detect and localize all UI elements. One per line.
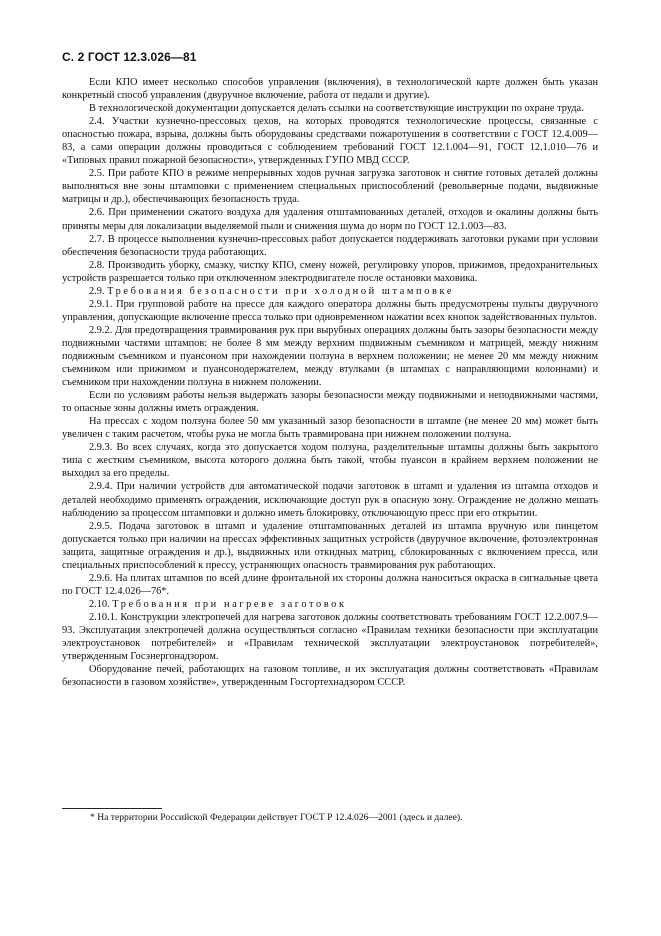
footnote: * На территории Российской Федерации действует ГОСТ Р 12.4.026—2001 (здесь и далее). [90, 812, 463, 823]
paragraph-2-7: 2.7. В процессе выполнения кузнечно-прессовых работ допускается поддерживать заготовки руками при условии обеспечения безопасности труда работающих. [62, 233, 598, 258]
paragraph: Если КПО имеет несколько способов управления (включения), в технологической карте должен быть указан конкретный способ управления (двуручное включение, работа от педали и другие). [62, 77, 598, 102]
paragraph-2-9-4: 2.9.4. При наличии устройств для автоматической подачи заготовок в штамп и удаления из штампа отходов и деталей необходимо применять ограждения, исключающие доступ рук в опасную зону. Ограждение не должно мешать наблюдению за процессом штамповки и должно иметь блокировку, отключающую пресс при его открытии. [62, 481, 598, 519]
paragraph-2-8: 2.8. Производить уборку, смазку, чистку КПО, смену ножей, регулировку упоров, прижимов, предохранительных устройств разрешается только при отключенном электродвигателе после остановки маховика. [62, 259, 598, 284]
section-heading-2-9 [62, 285, 598, 298]
paragraph: В технологической документации допускается делать ссылки на соответствующие инструкции по охране труда. [89, 103, 584, 115]
paragraph-2-4: 2.4. Участки кузнечно-прессовых цехов, на которых проводятся технологические процессы, связанные с опасностью пожара, взрыва, должны быть оборудованы средствами пожаротушения в соответствии с ГОСТ 12.4.009—83, а сами операции должны проводиться с соблюдением требований ГОСТ 12.1.004—91, ГОСТ 12.1.010—76 и «Типовых правил пожарной безопасности», утвержденных ГУПО МВД СССР. [62, 116, 598, 167]
paragraph-2-6: 2.6. При применении сжатого воздуха для удаления отштампованных деталей, отходов и окалины должны быть приняты меры для локализации выделяемой пыли и снижения шума до норм по ГОСТ 12.1.003—83. [62, 207, 598, 232]
footnote-divider [62, 808, 162, 809]
paragraph-2-10-1: 2.10.1. Конструкции электропечей для нагрева заготовок должны соответствовать требованиям ГОСТ 12.2.007.9—93. Эксплуатация электропечей должна осуществляться согласно «Правилам техники безопасности при эксплуатации электроустановок потребителей» и «Правилам технической эксплуатации электроустановок потребителей», утвержденным Госэнергонадзором. [62, 611, 598, 663]
page-header: С. 2 ГОСТ 12.3.026—81 [62, 50, 197, 64]
paragraph: На прессах с ходом ползуна более 50 мм указанный зазор безопасности в штампе (не менее 20 мм) может быть увеличен с таким расчетом, чтобы рука не могла быть травмирована при нижнем положении ползуна. [62, 416, 598, 441]
paragraph-2-9-6: 2.9.6. На плитах штампов по всей длине фронтальной их стороны должна наноситься окраска в сигнальные цвета по ГОСТ 12.4.026—76*. [62, 572, 598, 597]
document-body [62, 76, 598, 689]
paragraph-2-9-2: 2.9.2. Для предотвращения травмирования рук при вырубных операциях должны быть зазоры безопасности между подвижными частями штампов: не более 8 мм между верхним подвижным съемником и матрицей, между нижним подвижным съемником и пуансоном при нахождении ползуна в верхнем положении; не менее 20 мм между нижним съемником или прижимом и пуансонодержателем, между втулками (в штампах с направляющими колоннами) и съемником при нахождении ползуна в нижнем положении. [62, 324, 598, 389]
section-number: 2.9. [89, 285, 105, 297]
section-heading-2-10 [62, 598, 598, 611]
paragraph-2-9-1: 2.9.1. При групповой работе на прессе для каждого оператора должны быть предусмотрены пульты двуручного управления, допускающие включение пресса только при одновременном нажатии всех кнопок задействованных пультов. [62, 298, 598, 323]
paragraph-2-5: 2.5. При работе КПО в режиме непрерывных ходов ручная загрузка заготовок и снятие готовых деталей должны выполняться вне зоны штамповки с применением специальных приспособлений (револьверные подачи, выдвижные матрицы и др.), обеспечивающих безопасность труда. [62, 168, 598, 206]
paragraph: Оборудование печей, работающих на газовом топливе, и их эксплуатация должны соответствовать «Правилам безопасности в газовом хозяйстве», утвержденным Госгортехнадзором СССР. [62, 664, 598, 689]
paragraph-2-9-5: 2.9.5. Подача заготовок в штамп и удаление отштампованных деталей из штампа вручную или пинцетом допускается только при наличии на прессах эффективных защитных устройств (двуручное включение, фотоэлектронная защита, защитные ограждения и др.), выдвижных или откидных матриц, сблокированных с включением пресса, или специальных приспособлений к прессу, устраняющих опасность травмирования рук работающих. [62, 520, 598, 571]
section-number: 2.10. [89, 598, 110, 610]
section-title: Требования при нагреве заготовок [112, 598, 347, 610]
paragraph: Если по условиям работы нельзя выдержать зазоры безопасности между подвижными и неподвижными частями, то опасные зоны должны иметь ограждения. [62, 390, 598, 415]
section-title: Требования безопасности при холодной штамповке [107, 285, 455, 297]
paragraph-2-9-3: 2.9.3. Во всех случаях, когда это допускается ходом ползуна, разделительные штампы должны быть закрытого типа с жестким съемником, высота которого должна быть такой, чтобы пуансон в крайнем верхнем положении не выходил за его пределы. [62, 442, 598, 480]
